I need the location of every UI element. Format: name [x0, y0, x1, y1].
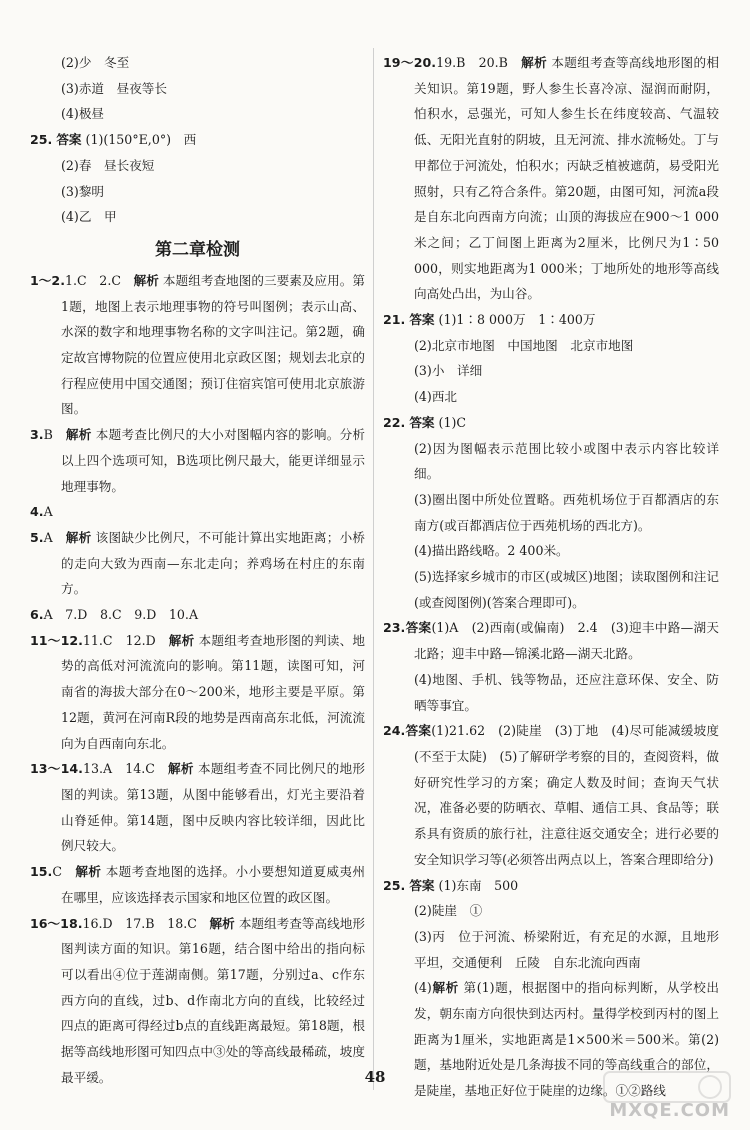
- answer-line: (4)极昼: [61, 106, 105, 122]
- watermark-text: MXQE.COM: [609, 1100, 730, 1121]
- question-number: 24.: [383, 723, 406, 739]
- question-number: 4.: [30, 504, 44, 520]
- question-number: 19～20.: [383, 55, 437, 70]
- answer-line: (3)丙 位于河流、桥梁附近，有充足的水源，且地形平坦，交通便利 丘陵 自东北流向西南: [414, 928, 719, 970]
- question-number: 23.: [383, 620, 406, 636]
- answer-text: 11.C 12.D: [82, 632, 169, 648]
- analysis-label: 解析: [75, 864, 102, 880]
- column-divider: [373, 48, 374, 1090]
- answer-line: (4)乙 甲: [61, 209, 117, 225]
- answer-line: (4)描出路线略。2 400米。: [414, 543, 569, 559]
- analysis-label: 解析: [168, 632, 195, 648]
- answer-line: (5)选择家乡城市的市区(或城区)地图；读取图例和注记(或查阅图例)(答案合理即可)。: [414, 569, 719, 610]
- answer-line: (2)北京市地图 中国地图 北京市地图: [414, 337, 634, 353]
- analysis-lead: (4): [414, 980, 432, 996]
- question-number: 21.: [383, 312, 406, 328]
- answer-line: (3)赤道 昼夜等长: [61, 80, 167, 96]
- question-21: [383, 307, 719, 333]
- question-22: [383, 410, 719, 436]
- answer-line: (4)地图、手机、钱等物品，还应注意环保、安全、防晒等事宜。: [414, 671, 719, 713]
- answer-text: (1)21.62 (2)陡崖 (3)丁地 (4)尽可能减缓坡度(不至于太陡) (5)了解研学考察的目的，查阅资料，做好研究性学习的方案；确定人数及时间；查询天气状况，准备必要的防晒衣、草帽、通信工具、食品等；联系具有资质的旅行社，注意往返交通安全；进行必要的安全知识学习等(必须答出两点以上，答案合理即给分): [414, 723, 719, 867]
- answer-text: (1)A (2)西南(或偏南) 2.4 (3)迎丰中路—湖天北路；迎丰中路—锦溪北路—湖天北路。: [414, 620, 720, 662]
- question-24: [383, 718, 719, 872]
- analysis-text: 本题组考查不同比例尺的地形图的判读。第13题，从图中能够看出，灯光主要沿着山脊延伸。第14题，图中反映内容比较详细，因此比例尺较大。: [61, 761, 365, 854]
- question-25: [30, 127, 365, 153]
- answer-label: 答案: [409, 877, 435, 893]
- analysis-label: 解析: [65, 427, 92, 443]
- answer-label: 答案: [405, 620, 432, 636]
- analysis-label: 解析: [65, 529, 92, 545]
- analysis-label: 解析: [133, 272, 159, 288]
- answer-text: (1)1∶8 000万 1∶400万: [438, 312, 596, 328]
- answer-line: (3)黎明: [61, 183, 105, 199]
- answer-label: 答案: [56, 132, 82, 148]
- answer-line: (3)小 详细: [414, 363, 483, 379]
- answer-label: 答案: [409, 312, 435, 328]
- answer-text: A 7.D 8.C 9.D 10.A: [43, 607, 199, 623]
- answer-line: (4)西北: [414, 389, 458, 405]
- analysis-label: 解析: [168, 761, 194, 777]
- page-number: 48: [364, 1068, 386, 1086]
- answer-label: 答案: [405, 723, 432, 739]
- answer-text: (1)东南 500: [438, 877, 519, 893]
- question-number: 25.: [30, 132, 53, 148]
- question-16-18: [30, 911, 365, 1091]
- question-1-2: [30, 268, 365, 422]
- question-3: [30, 422, 365, 499]
- analysis-text: 第(1)题，根据图中的指向标判断，从学校出发，朝东南方向很快到达丙村。量得学校到丙村的图上距离为1厘米，实地距离是1×500米＝500米。第(2)题，基地附近处是几条海拔不同的等高线重合的部位，是陡崖，基地正好位于陡崖的边缘。①②路线: [414, 980, 720, 1099]
- answer-line: (3)圈出图中所处位置略。西苑机场位于百都酒店的东南方(或百都酒店位于西苑机场的西北方)。: [414, 491, 719, 533]
- question-19-20: [383, 50, 719, 307]
- left-column: [30, 50, 365, 1090]
- question-number: 1～2.: [30, 272, 65, 288]
- question-4: [30, 499, 365, 525]
- question-number: 25.: [383, 877, 406, 893]
- answer-text: 16.D 17.B 18.C: [82, 915, 210, 931]
- answer-text: A: [43, 529, 66, 545]
- answer-line: (2)因为图幅表示范围比较小或图中表示内容比较详细。: [414, 440, 719, 482]
- answer-line: (2)春 昼长夜短: [61, 157, 155, 173]
- answer-text: A: [43, 504, 53, 520]
- analysis-text: 该图缺少比例尺，不可能计算出实地距离；小桥的走向大致为西南—东北走向；养鸡场在村庄的东南方。: [61, 529, 366, 597]
- answer-text: B: [43, 427, 66, 443]
- answer-text: 1.C 2.C: [64, 272, 134, 288]
- answer-line: (2)少 冬至: [61, 55, 130, 70]
- right-column: [383, 50, 719, 1104]
- answer-line: (2)陡崖 ①: [414, 903, 483, 919]
- chapter-heading: 第二章检测: [155, 239, 240, 260]
- question-13-14: [30, 756, 365, 859]
- question-number: 3.: [30, 427, 44, 443]
- question-number: 22.: [383, 414, 406, 430]
- analysis-text: 本题组考查地形图的判读、地势的高低对河流流向的影响。第11题，读图可知，河南省的海拔大部分在0～200米，地形主要是平原。第12题，黄河在河南R段的地势是西南高东北低，河流流向为自西南向东北。: [61, 632, 365, 751]
- question-number: 11～12.: [30, 632, 83, 648]
- question-25b: [383, 873, 719, 899]
- question-23: [383, 615, 719, 666]
- question-5: [30, 525, 365, 602]
- answer-label: 答案: [409, 414, 435, 430]
- answer-text: (1)C: [438, 414, 467, 430]
- answer-text: 19.B 20.B: [436, 55, 522, 70]
- analysis-text: 本题考查地图的选择。小小要想知道夏威夷州在哪里，应该选择表示国家和地区位置的政区图。: [61, 864, 365, 905]
- analysis-text: 本题组考查等高线地形图判读方面的知识。第16题，结合图中给出的指向标可以看出④位于莲湖南侧。第17题，分别过a、c作东西方向的直线，过b、d作南北方向的直线，比较经过四点的距离可得经过b点的直线距离最短。第18题，根据等高线地形图可知四点中③处的等高线最稀疏，坡度最平缓。: [61, 915, 366, 1085]
- question-number: 13～14.: [30, 761, 83, 777]
- analysis-label: 解析: [209, 915, 235, 931]
- question-15: [30, 859, 365, 910]
- answer-text: (1)(150°E,0°) 西: [85, 132, 197, 148]
- answer-text: C: [52, 864, 76, 880]
- analysis-label: 解析: [431, 980, 459, 996]
- analysis-label: 解析: [521, 55, 548, 70]
- question-11-12: [30, 628, 365, 757]
- question-number: 16～18.: [30, 915, 83, 931]
- analysis-text: 本题组考查等高线地形图的相关知识。第19题，野人参生长喜冷凉、湿润而耐阴，怕积水，忌强光，可知人参生长在纬度较高、气温较低、无阳光直射的阴坡，且无河流、排水流畅处。丁与甲都位于河流处，怕积水；丙缺乏植被遮荫，易受阳光照射，只有乙符合条件。第20题，由图可知，河流a段是自东北向西南方向流；山顶的海拔应在900～1 000米之间；乙丁间图上距离为2厘米，比例尺为1∶50 000，则实地距离为1 000米；丁地所处的地形等高线向高处凸出，为山谷。: [414, 55, 719, 302]
- answer-text: 13.A 14.C: [82, 761, 169, 777]
- analysis-text: 本题组考查地图的三要素及应用。第1题，地图上表示地理事物的符号叫图例；表示山高、水深的数字和地理事物名称的文字叫注记。第2题，确定故宫博物院的位置应使用北京政区图；规划去北京的行程应使用中国交通图；预订住宿宾馆可使用北京旅游图。: [61, 272, 365, 417]
- question-6-10: [30, 602, 365, 628]
- question-number: 15.: [30, 864, 53, 880]
- question-number: 5.: [30, 529, 44, 545]
- analysis-text: 本题考查比例尺的大小对图幅内容的影响。分析以上四个选项可知，B选项比例尺最大，能更详细显示地理事物。: [61, 427, 365, 494]
- question-number: 6.: [30, 607, 44, 623]
